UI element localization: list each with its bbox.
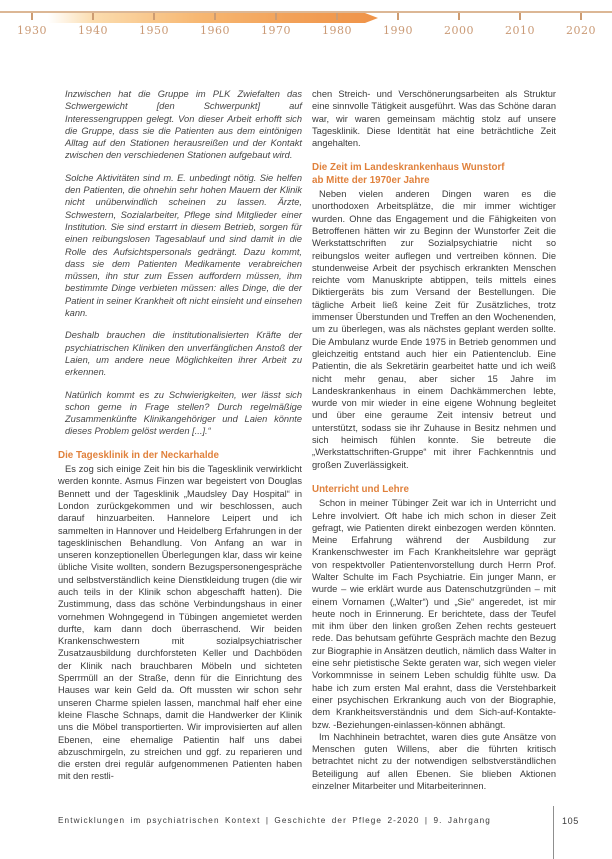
timeline-tick: [214, 13, 216, 20]
timeline-tick: [336, 13, 338, 20]
historical-quote-block: [58, 88, 302, 438]
section-heading-tagesklinik: Die Tagesklinik in der Neckarhalde: [58, 449, 219, 461]
body-paragraph: Es zog sich einige Zeit hin bis die Tagesklinik verwirklicht werden konnte. Asmus Finzen war begeistert von Douglas Bennett und der Tagesklinik „Maudsley Day Hospital“ in London zurückgekommen und wir beschlossen, auch darauf hinzuarbeiten. Hannelore Leipert und ich sammelten in Hannover und Heidelberg Erfahrungen in der tagesklinischen Behandlung. Von Anfang an war in unseren konzeptionellen Überlegungen klar, dass wir keine übliche Visite wollten, sondern Bezugspersonengespräche und selbstverständlich keine Dienstkleidung trugen (die wir auch teils in der Klinik schon abgeschafft hatten). Die Zustimmung, dass das schöne Verbindungshaus in einer vornehmen Wohngegend in Tübingen angemietet werden durfte, kam dann doch überraschend. Wir beiden Krankenschwestern mit sozialpsychiatrischer Zusatzausbildung durchforsteten Keller und Dachböden der Klinik nach brauchbaren Möbeln und sichteten Sperrmüll an der Straße, denn für die Einrichtung des Hauses war kein Geld da. Oft mussten wir schon sehr unseren Charme spielen lassen, manchmal half eher eine kleine Flasche Schnaps, damit die Handwerker der Klinik uns die Möbel transportierten. Wir improvisierten auf allen Ebenen, eine ehemalige Patientin half uns dabei abzuschmirgeln, zu streichen und ggf. zu reparieren und die ersten drei regulär aufgenommenen Patienten haben mit den restli-: [58, 464, 302, 782]
timeline-year-label: 2010: [505, 24, 535, 37]
timeline-tick: [580, 13, 582, 20]
body-paragraph: Schon in meiner Tübinger Zeit war ich in Unterricht und Lehre involviert. Oft habe ich mich schon in dieser Zeit gefragt, wie Patienten direkt einbezogen werden könnten. Meine Erfahrung während der Ausbildung zur Krankenschwester im Fach Krankheitslehre war geprägt von respektvoller Patientenvorstellung durch Herrn Prof. Walter Schulte im Fach Psychiatrie. Ein junger Mann, er wurde – wie erklärt wurde aus Datenschutzgründen – mit einem Vornamen („Walter“) und „Sie“ angeredet, ist mir heute noch in Erinnerung. Er berichtete, dass der Teufel mit ihm über den linken großen Zehen rechts gesteuert rede. Das behutsam geführte Gespräch machte den Bezug zur Biographie in Ansätzen deutlich, nämlich dass Walter in eine sehr pietistische Sekte geraten war, sich wegen vieler Vorkommnisse in seinem Leben schuldig fühlte usw. Da habe ich zum ersten Mal erahnt, dass die Verstehbarkeit einer psychischen Erkrankung auch von der Biographie, dem Krankheitsverständnis und dem Sich-auf-Kontakte- bzw. -Beziehungen-einlassen-können abhängt.: [312, 498, 556, 730]
timeline-year-label: 2000: [444, 24, 474, 37]
timeline-ticks: [31, 13, 582, 20]
section-heading-wunstorf: [312, 162, 556, 187]
timeline-year-label: 1970: [261, 24, 291, 37]
quote-paragraph: Solche Aktivitäten sind m. E. unbedingt nötig. Sie helfen den Patienten, die ohnehin sehr hohen Mauern der Klinik nicht unüberwindlich scheinen zu lassen. Ärzte, Schwestern, Sozialarbeiter, Pflege sind Mitglieder einer Institution. Sie sind erstarrt in diesem Betrieb, sorgen für einen reibungslosen Tagesablauf und sind damit in die Rolle des Aufsichtspersonals gedrängt. Dazu kommt, dass sie dem Patienten Medikamente verabreichen müssen, ihn stur zum Essen auffordern müssen, ihm bestimmte Dinge verbieten müssen: alles Dinge, die der Patient in seiner Krankheit oft nicht einsieht und einsehen kann.: [65, 172, 302, 319]
timeline-tick: [31, 13, 33, 20]
article-body: [58, 88, 556, 792]
timeline-tick: [519, 13, 521, 20]
timeline-year-label: 1930: [17, 24, 47, 37]
quote-paragraph: Inzwischen hat die Gruppe im PLK Zwiefalten das Schwergewicht [den Schwerpunkt] auf Interessengruppen gelegt. Von dieser Arbeit erhofft sich die Gruppe, dass sie die Patienten aus dem eintönigen Alltag auf den Stationen herausreißen und der Kontakt zwischen den verschiedenen Stationen aufgebaut wird.: [65, 89, 302, 161]
timeline-year-label: 1950: [139, 24, 169, 37]
page-number-divider: [553, 806, 554, 859]
timeline-tick: [458, 13, 460, 20]
body-paragraph-continuation: chen Streich- und Verschönerungsarbeiten als Struktur eine sinnvolle Tätigkeit ausgeführt. Was das Schöne daran war, wir waren gemeinsam mächtig stolz auf unsere Tagesklinik. Diese Identität hat eine beträchtliche Zeit angehalten.: [312, 89, 556, 149]
timeline-year-label: 1980: [322, 24, 352, 37]
section-heading-line2: ab Mitte der 1970er Jahre: [312, 174, 430, 186]
timeline-tick: [397, 13, 399, 20]
timeline-tick: [275, 13, 277, 20]
quote-paragraph: Deshalb brauchen die institutionalisierten Kräfte der psychiatrischen Kliniken den unverfänglichen Anstoß der Laien, um andere neue Möglichkeiten ihrer Arbeit zu erkennen.: [65, 330, 302, 378]
quote-paragraph: Natürlich kommt es zu Schwierigkeiten, wer lässt sich schon gerne in Frage stellen? Durch regelmäßige Zusammenkünfte Klinikangehöriger und Laien könnte dieses Problem gelöst werden [...].“: [65, 389, 302, 437]
timeline-tick: [153, 13, 155, 20]
body-paragraph: Neben vielen anderen Dingen waren es die unorthodoxen Arbeitsplätze, die mir immer wichtiger wurden. Ohne das Engagement und die Fähigkeiten von Betroffenen hätten wir zu Beginn der Wunstorfer Zeit die Werkstattschriften zur Sozialpsychiatrie nicht so reibungslos weiter auflegen und vertreiben können. Die stundenweise Arbeit der psychisch erkrankten Menschen reichte vom Manuskripte abtippen, teils mittels eines Diktiergeräts bis zum Versand der Bestellungen. Die tägliche Arbeit ließ keine Zeit für Zusätzliches, trotz immenser Überstunden und Treffen an den Wochenenden, um zu überlegen, was als nächstes geplant werden sollte. Die Ambulanz wurde Ende 1975 in Betrieb genommen und gleichzeitig entstand auch hier ein Patientenclub. Eine Patientin, die als Sekretärin gearbeitet hatte und ich weiß nicht mehr genau, aber sicher 15 Jahre im Landeskrankenhaus in einem Dachkämmerchen lebte, wurde von mir wieder in eine eigene Wohnung begleitet und über eine geraume Zeit intensiv betreut und unterstützt, sodass sie ihr Zuhause in Besitz nehmen und sich heimisch fühlen konnte. Sie betreute die „Werkstattschriften-Gruppe“ mit ihrer Fachkenntnis und großen Zuverlässigkeit.: [312, 189, 556, 470]
body-paragraph: Im Nachhinein betrachtet, waren dies gute Ansätze von Menschen guten Willens, aber die führten kritisch betrachtet nicht zu der notwendigen selbstverständlichen Beteiligung auf allen Ebenen. Sie blieben Aktionen einzelner Mitarbeiter und Mitarbeiterinnen.: [312, 731, 556, 792]
timeline-year-label: 2020: [566, 24, 596, 37]
page-number: 105: [562, 816, 579, 826]
running-footer: Entwicklungen im psychiatrischen Kontext | Geschichte der Pflege 2-2020 | 9. Jahrgang: [58, 816, 491, 825]
timeline-year-label: 1960: [200, 24, 230, 37]
timeline-year-labels: [8, 24, 605, 37]
right-column: [312, 88, 556, 792]
section-heading-line1: Die Zeit im Landeskrankenhaus Wunstorf: [312, 162, 505, 174]
left-column: [58, 88, 302, 792]
timeline-tick: [92, 13, 94, 20]
timeline-year-label: 1990: [383, 24, 413, 37]
section-heading-unterricht: Unterricht und Lehre: [312, 483, 409, 495]
decade-timeline: [0, 0, 612, 48]
timeline-year-label: 1940: [78, 24, 108, 37]
